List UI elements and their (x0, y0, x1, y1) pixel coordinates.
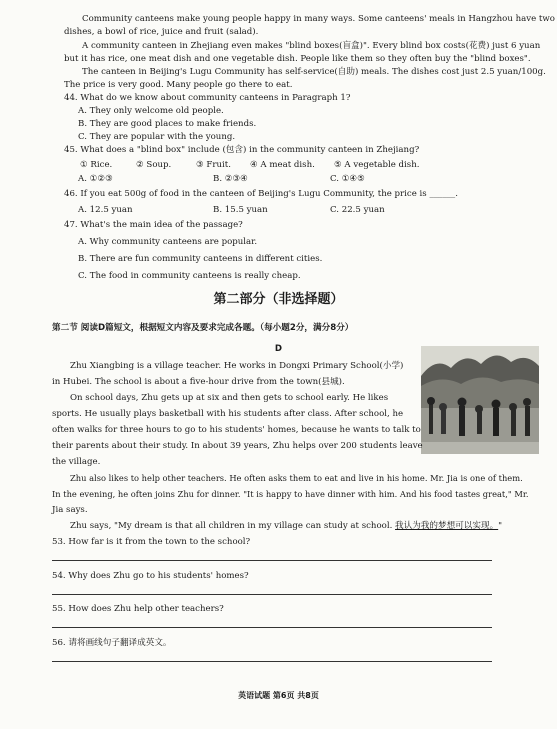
passage-d-para2-line3: often walks for three hours to go to his students' homes, because he wants to talk to (52, 425, 421, 435)
passage-d-letter: D (274, 344, 283, 354)
passage-c-para1-line2: dishes, a bowl of rice, juice and fruit (salad). (64, 27, 259, 37)
passage-d-para3-line3: Jia says. (52, 505, 88, 515)
passage-d-para4-text: Zhu says, "My dream is that all children in my village can study at school. (70, 521, 393, 531)
school-photo (421, 346, 539, 454)
question-47-option-a: A. Why community canteens are popular. (78, 237, 258, 247)
question-45-stem: 45. What does a "blind box" include (包含) in the community canteen in Zhejiang? (64, 145, 420, 155)
passage-c-para2-line2: but it has rice, one meat dish and one vegetable dish. People like them so they often buy the "blind boxes". (64, 54, 531, 64)
passage-c-para3-line2: The price is very good. Many people go there to eat. (64, 80, 293, 90)
question-45-item-3: ③ Fruit. (196, 160, 231, 170)
question-45-item-5: ⑤ A vegetable dish. (334, 160, 420, 170)
passage-c-para2-line1: A community canteen in Zhejiang even makes "blind boxes(盲盒)". Every blind box costs(花费) just 6 yuan (82, 41, 541, 51)
section-two-instructions: 第二节 阅读D篇短文，根据短文内容及要求完成各题。（每小题2分，满分8分） (52, 323, 354, 333)
question-46-option-b: B. 15.5 yuan (213, 205, 268, 215)
question-46-stem: 46. If you eat 500g of food in the canteen of Beijing's Lugu Community, the price is ______. (64, 189, 458, 199)
passage-d-para1-line2: in Hubei. The school is about a five-hour drive from the town(县城). (52, 377, 345, 387)
passage-d-para1-line1: Zhu Xiangbing is a village teacher. He works in Dongxi Primary School(小学) (70, 361, 404, 371)
question-44-option-a: A. They only welcome old people. (78, 106, 224, 116)
question-46-option-a: A. 12.5 yuan (78, 205, 133, 215)
passage-d-para3-line2: In the evening, he often joins Zhu for dinner. "It is happy to have dinner with him. And his food tastes great," Mr. (52, 489, 529, 499)
part-two-title: 第二部分（非选择题） (213, 292, 344, 307)
question-55: 55. How does Zhu help other teachers? (52, 604, 224, 614)
question-45-option-a: A. ①②③ (78, 174, 113, 184)
answer-line-54[interactable] (52, 594, 492, 595)
question-47-stem: 47. What's the main idea of the passage? (64, 220, 243, 230)
question-44-option-c: C. They are popular with the young. (78, 132, 236, 142)
answer-line-55[interactable] (52, 627, 492, 628)
question-45-option-c: C. ①④⑤ (330, 174, 365, 184)
question-54: 54. Why does Zhu go to his students' homes? (52, 571, 249, 581)
question-45-option-b: B. ②③④ (213, 174, 248, 184)
passage-d-para3-line1: Zhu also likes to help other teachers. He often asks them to eat and live in his home. Mr. Jia is one of them. (70, 473, 523, 483)
passage-d-para4-end: " (498, 521, 503, 531)
passage-d-para4 (70, 521, 502, 532)
question-56: 56. 请将画线句子翻译成英文。 (52, 638, 172, 648)
answer-line-53[interactable] (52, 560, 492, 561)
question-44-option-b: B. They are good places to make friends. (78, 119, 257, 129)
photo-illustration (421, 346, 539, 454)
page-footer: 英语试题 第6页 共8页 (238, 691, 319, 700)
passage-d-para2-line4: their parents about their study. In about 39 years, Zhu helps over 200 students leave (52, 441, 423, 451)
question-45-item-2: ② Soup. (136, 160, 172, 170)
passage-d-para2-line5: the village. (52, 457, 101, 467)
question-44-stem: 44. What do we know about community canteens in Paragraph 1? (64, 93, 351, 103)
passage-d-para2-line2: sports. He usually plays basketball with his students after class. After school, he (52, 409, 404, 419)
underlined-sentence: 我认为我的梦想可以实现。 (395, 521, 499, 531)
passage-c-para1-line1: Community canteens make young people happy in many ways. Some canteens' meals in Hangzhou have two (82, 14, 555, 24)
question-47-option-c: C. The food in community canteens is really cheap. (78, 271, 301, 281)
answer-line-56[interactable] (52, 661, 492, 662)
passage-d-para2-line1: On school days, Zhu gets up at six and then gets to school early. He likes (70, 393, 389, 403)
question-45-item-1: ① Rice. (80, 160, 113, 170)
question-45-item-4: ④ A meat dish. (250, 160, 315, 170)
passage-c-para3-line1: The canteen in Beijing's Lugu Community has self-service(自助) meals. The dishes cost just 2.5 yuan/100g. (82, 67, 546, 77)
question-46-option-c: C. 22.5 yuan (330, 205, 385, 215)
question-53: 53. How far is it from the town to the school? (52, 537, 251, 547)
question-47-option-b: B. There are fun community canteens in different cities. (78, 254, 323, 264)
